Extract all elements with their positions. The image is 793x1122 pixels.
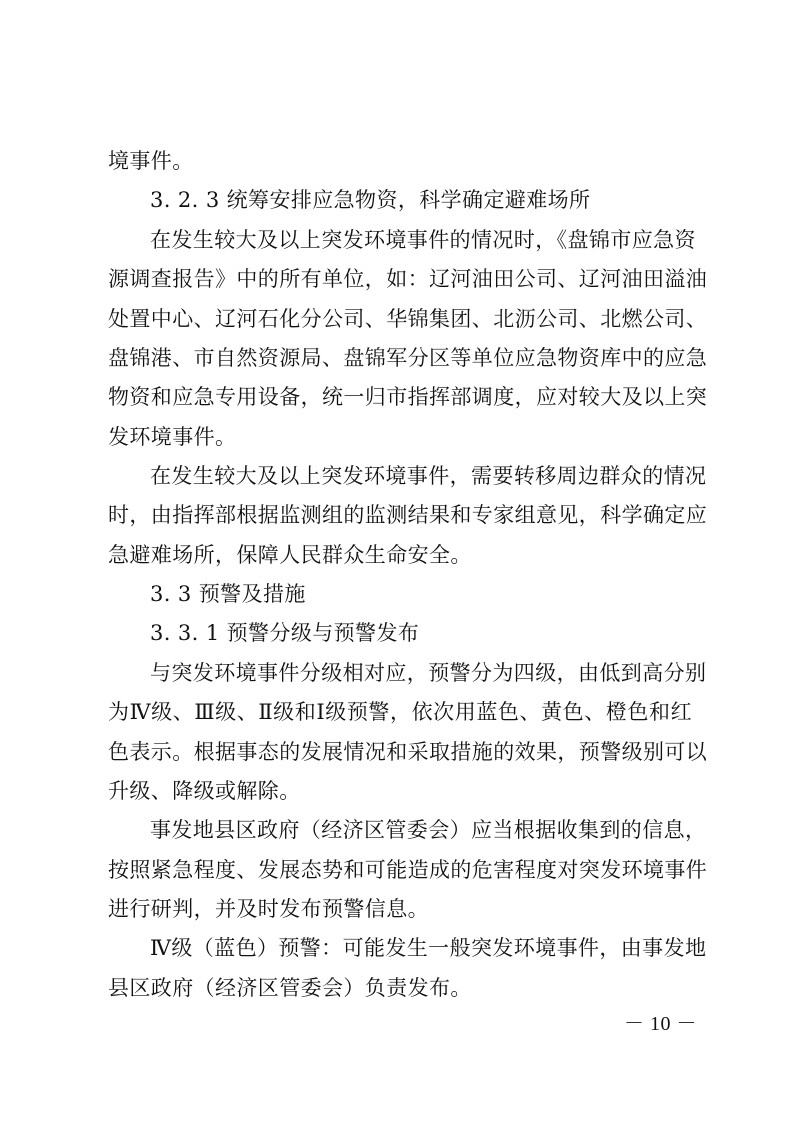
paragraph-line-continuation: 境事件。 <box>108 149 194 173</box>
page-number: － 10 － <box>624 1013 697 1035</box>
paragraph-line: 急避难场所，保障人民群众生命安全。 <box>108 543 472 567</box>
paragraph-line: 为Ⅳ级、Ⅲ级、Ⅱ级和Ⅰ级预警，依次用蓝色、黄色、橙色和红 <box>108 700 692 724</box>
paragraph-line: 在发生较大及以上突发环境事件，需要转移周边群众的情况 <box>150 464 707 488</box>
paragraph-line: 源调查报告》中的所有单位，如：辽河油田公司、辽河油田溢油 <box>108 267 708 291</box>
paragraph-line: Ⅳ级（蓝色）预警：可能发生一般突发环境事件，由事发地 <box>150 936 707 960</box>
paragraph-line: 在发生较大及以上突发环境事件的情况时，《盘锦市应急资 <box>150 228 696 252</box>
section-heading-3-3-1: 3. 3. 1 预警分级与预警发布 <box>150 621 420 645</box>
paragraph-line: 升级、降级或解除。 <box>108 779 301 803</box>
paragraph-line: 按照紧急程度、发展态势和可能造成的危害程度对突发环境事件 <box>108 858 708 882</box>
paragraph-line: 事发地县区政府（经济区管委会）应当根据收集到的信息， <box>150 818 707 842</box>
paragraph-line: 时，由指挥部根据监测组的监测结果和专家组意见，科学确定应 <box>108 503 708 527</box>
paragraph-line: 与突发环境事件分级相对应，预警分为四级，由低到高分别 <box>150 661 707 685</box>
paragraph-line: 发环境事件。 <box>108 425 237 449</box>
section-heading-3-2-3: 3. 2. 3 统筹安排应急物资，科学确定避难场所 <box>150 188 591 212</box>
paragraph-line: 盘锦港、市自然资源局、盘锦军分区等单位应急物资库中的应急 <box>108 346 708 370</box>
section-heading-3-3: 3. 3 预警及措施 <box>150 582 306 606</box>
paragraph-line: 处置中心、辽河石化分公司、华锦集团、北沥公司、北燃公司、 <box>108 307 708 331</box>
paragraph-line: 进行研判，并及时发布预警信息。 <box>108 897 429 921</box>
paragraph-line: 县区政府（经济区管委会）负责发布。 <box>108 976 472 1000</box>
paragraph-line: 色表示。根据事态的发展情况和采取措施的效果，预警级别可以 <box>108 740 708 764</box>
paragraph-line: 物资和应急专用设备，统一归市指挥部调度，应对较大及以上突 <box>108 385 708 409</box>
